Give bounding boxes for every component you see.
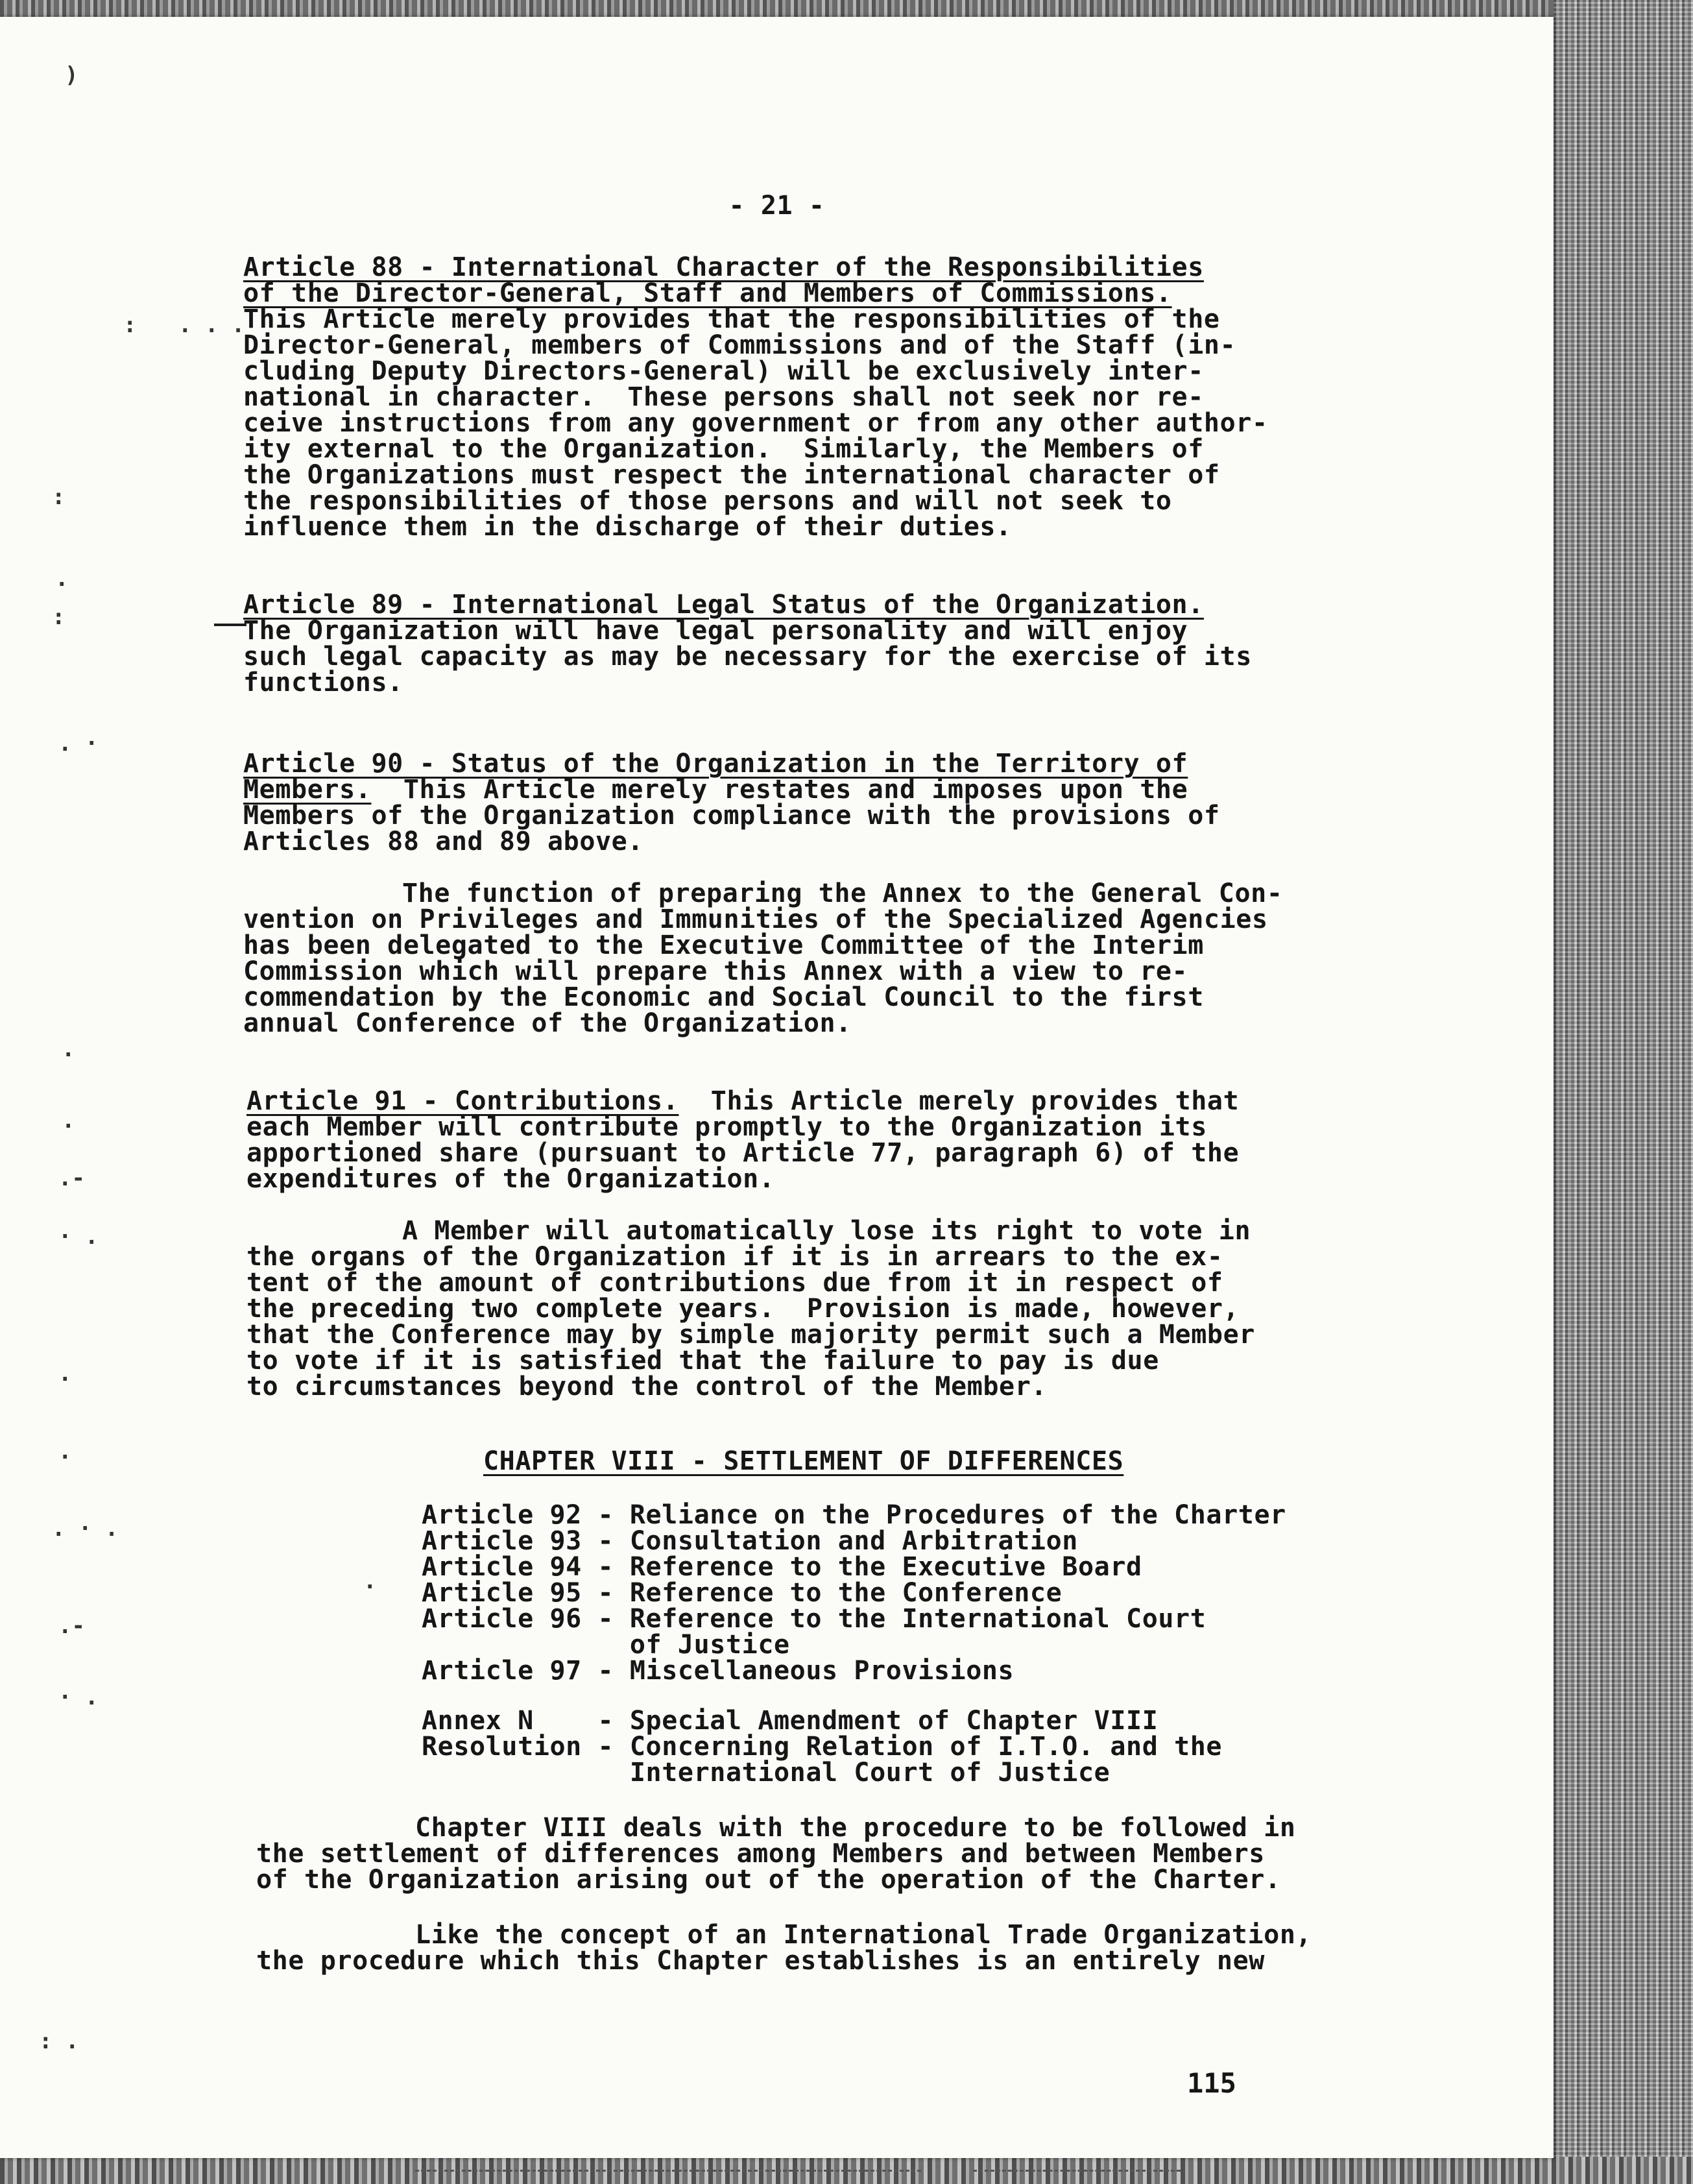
scan-speck: .-: [58, 1613, 85, 1639]
article-91-para2-line: to vote if it is satisfied that the failure to pay is due: [246, 1346, 1159, 1376]
article-88-body-line: Director-General, members of Commissions and of the Staff (in-: [243, 330, 1236, 360]
chapter-8-toc-item: Article 96 - Reference to the International Court: [422, 1604, 1207, 1634]
scan-border-top: [0, 0, 1693, 18]
article-91-para2-line: to circumstances beyond the control of the Member.: [246, 1372, 1048, 1401]
article-90-para2-line: annual Conference of the Organization.: [243, 1008, 852, 1038]
chapter-8-para1-line: of the Organization arising out of the operation of the Charter.: [256, 1865, 1281, 1895]
chapter-8-annex-item: Annex N - Special Amendment of Chapter VIII: [422, 1706, 1159, 1736]
article-90-para2-line: has been delegated to the Executive Committee of the Interim: [243, 930, 1204, 960]
chapter-8-para2-line: Like the concept of an International Trade Organization,: [415, 1920, 1312, 1950]
scan-speck: . . .: [178, 312, 245, 338]
article-88-body-line: cluding Deputy Directors-General) will be exclusively inter-: [243, 356, 1204, 386]
page-footer-number: 115: [1187, 2067, 1236, 2099]
scan-speck: :: [123, 312, 137, 338]
chapter-8-heading: CHAPTER VIII - SETTLEMENT OF DIFFERENCES: [483, 1446, 1124, 1476]
scan-speck: :: [52, 604, 66, 630]
article-91-para2-line: the organs of the Organization if it is in arrears to the ex-: [246, 1242, 1223, 1272]
scan-speck: ·: [62, 1042, 75, 1068]
article-90-title-rest: This Article merely restates and imposes upon the: [371, 775, 1188, 805]
chapter-8-toc-item: Article 95 - Reference to the Conference: [422, 1578, 1063, 1608]
article-88-body-line: ceive instructions from any government or from any other author-: [243, 408, 1268, 438]
article-91-body-line: each Member will contribute promptly to the Organization its: [246, 1112, 1207, 1142]
scan-speck: ·: [55, 572, 69, 598]
article-89-body-line: such legal capacity as may be necessary for the exercise of its: [243, 642, 1252, 672]
chapter-8-para2-line: the procedure which this Chapter establishes is an entirely new: [256, 1946, 1265, 1976]
scan-border-right: [1554, 0, 1693, 2184]
scan-speck: · .: [58, 1224, 99, 1250]
article-88-body-line: influence them in the discharge of their duties.: [243, 512, 1012, 542]
page-header-number: - 21 -: [728, 191, 825, 221]
article-90-body-line: Members of the Organization compliance with the provisions of: [243, 801, 1220, 831]
article-88-body-line: ity external to the Organization. Similarly, the Members of: [243, 434, 1204, 464]
scan-dash-line: [973, 2170, 1181, 2172]
article-89-body-line: functions.: [243, 668, 403, 698]
scan-speck: ): [65, 62, 78, 88]
chapter-8-annex-item: Resolution - Concerning Relation of I.T.O. and the: [422, 1732, 1223, 1762]
scan-speck: : .: [39, 2028, 79, 2054]
article-90-body-line: Articles 88 and 89 above.: [243, 827, 644, 856]
scan-speck: ·: [58, 1444, 72, 1470]
article-88-title-line-2: of the Director-General, Staff and Members of Commissions.: [243, 278, 1172, 308]
scan-speck: . ·: [58, 731, 99, 757]
article-90-title-members: Members.: [243, 775, 372, 805]
article-90-title-line-2: [243, 776, 1188, 803]
chapter-8-toc-item: Article 92 - Reliance on the Procedures of the Charter: [422, 1500, 1286, 1530]
scan-speck: :: [52, 484, 66, 510]
article-90-para2-line: commendation by the Economic and Social Council to the first: [243, 982, 1204, 1012]
article-91-title: Article 91 - Contributions.: [246, 1086, 679, 1116]
article-88-body-line: national in character. These persons shall not seek nor re-: [243, 382, 1204, 412]
scan-speck: ·: [363, 1574, 377, 1600]
article-88-body-line: the responsibilities of those persons and will not seek to: [243, 486, 1172, 516]
article-91-para2-line: A Member will automatically lose its right to vote in: [402, 1216, 1251, 1246]
chapter-8-para1-line: the settlement of differences among Members and between Members: [256, 1839, 1265, 1869]
article-91-para2-line: the preceding two complete years. Provision is made, however,: [246, 1294, 1240, 1324]
article-90-para2-line: The function of preparing the Annex to the General Con-: [402, 879, 1283, 908]
article-89-title: Article 89 - International Legal Status of the Organization.: [243, 590, 1204, 620]
article-89-body-line: The Organization will have legal personality and will enjoy: [243, 616, 1188, 646]
chapter-8-para1-line: Chapter VIII deals with the procedure to be followed in: [415, 1813, 1296, 1843]
scan-speck: ·: [58, 1366, 72, 1392]
article-91-title-line: [246, 1087, 1239, 1115]
article-91-title-rest: This Article merely provides that: [678, 1086, 1240, 1116]
document-page: [0, 17, 1554, 2158]
article-88-body-line: the Organizations must respect the international character of: [243, 460, 1220, 490]
article-90-para2-line: vention on Privileges and Immunities of the Specialized Agencies: [243, 904, 1268, 934]
article-91-para2-line: tent of the amount of contributions due from it in respect of: [246, 1268, 1223, 1298]
chapter-8-annex-item-continued: International Court of Justice: [422, 1758, 1111, 1788]
chapter-8-toc-item: Article 97 - Miscellaneous Provisions: [422, 1656, 1015, 1686]
scan-speck: ·: [62, 1113, 75, 1139]
scan-speck: · .: [58, 1684, 99, 1710]
article-89-underline-extension: [214, 624, 246, 626]
article-91-para2-line: that the Conference may by simple majority permit such a Member: [246, 1320, 1255, 1350]
scan-dash-line: [415, 2170, 921, 2172]
scan-speck: . · .: [52, 1516, 119, 1542]
chapter-8-toc-item: Article 94 - Reference to the Executive Board: [422, 1552, 1142, 1582]
article-91-body-line: expenditures of the Organization.: [246, 1164, 775, 1194]
article-90-title-line-1: Article 90 - Status of the Organization in the Territory of: [243, 749, 1188, 779]
chapter-8-toc-item: Article 93 - Consultation and Arbitration: [422, 1526, 1078, 1556]
scan-speck: .-: [58, 1165, 85, 1191]
article-90-para2-line: Commission which will prepare this Annex with a view to re-: [243, 956, 1188, 986]
article-88-body-line: This Article merely provides that the responsibilities of the: [243, 304, 1220, 334]
article-91-body-line: apportioned share (pursuant to Article 77, paragraph 6) of the: [246, 1138, 1240, 1168]
chapter-8-toc-item-continued: of Justice: [422, 1630, 790, 1660]
article-88-title-line-1: Article 88 - International Character of the Responsibilities: [243, 252, 1204, 282]
